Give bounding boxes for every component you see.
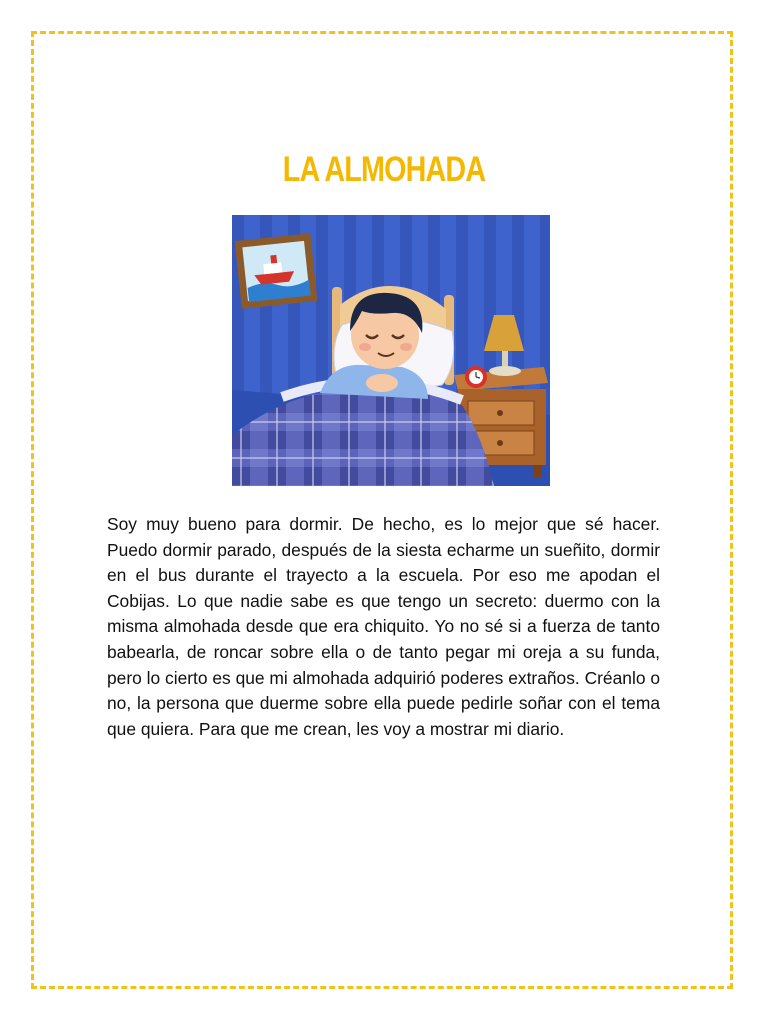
alarm-clock-icon [465,366,487,388]
picture-frame-icon [235,233,318,309]
story-paragraph: Soy muy bueno para dormir. De hecho, es lo mejor que sé hacer. Puedo dormir parado, después de la siesta echarme un sueñito, dormir en el bus durante el trayecto a la escuela. Por eso me apodan el Cobijas. Lo que nadie sabe es que tengo un secreto: duermo con la misma almohada desde que era chiquito. Yo no sé si a fuerza de tanto babearla, de roncar sobre ella o de tanto pegar mi oreja a su funda, pero lo cierto es que mi almohada adquirió poderes extraños. Créanlo o no, la persona que duerme sobre ella puede pedirle soñar con el tema que quiera. Para que me crean, les voy a mostrar mi diario. [107,514,660,739]
sleeping-boy-illustration [232,215,550,486]
page-title: LA ALMOHADA [282,150,486,189]
